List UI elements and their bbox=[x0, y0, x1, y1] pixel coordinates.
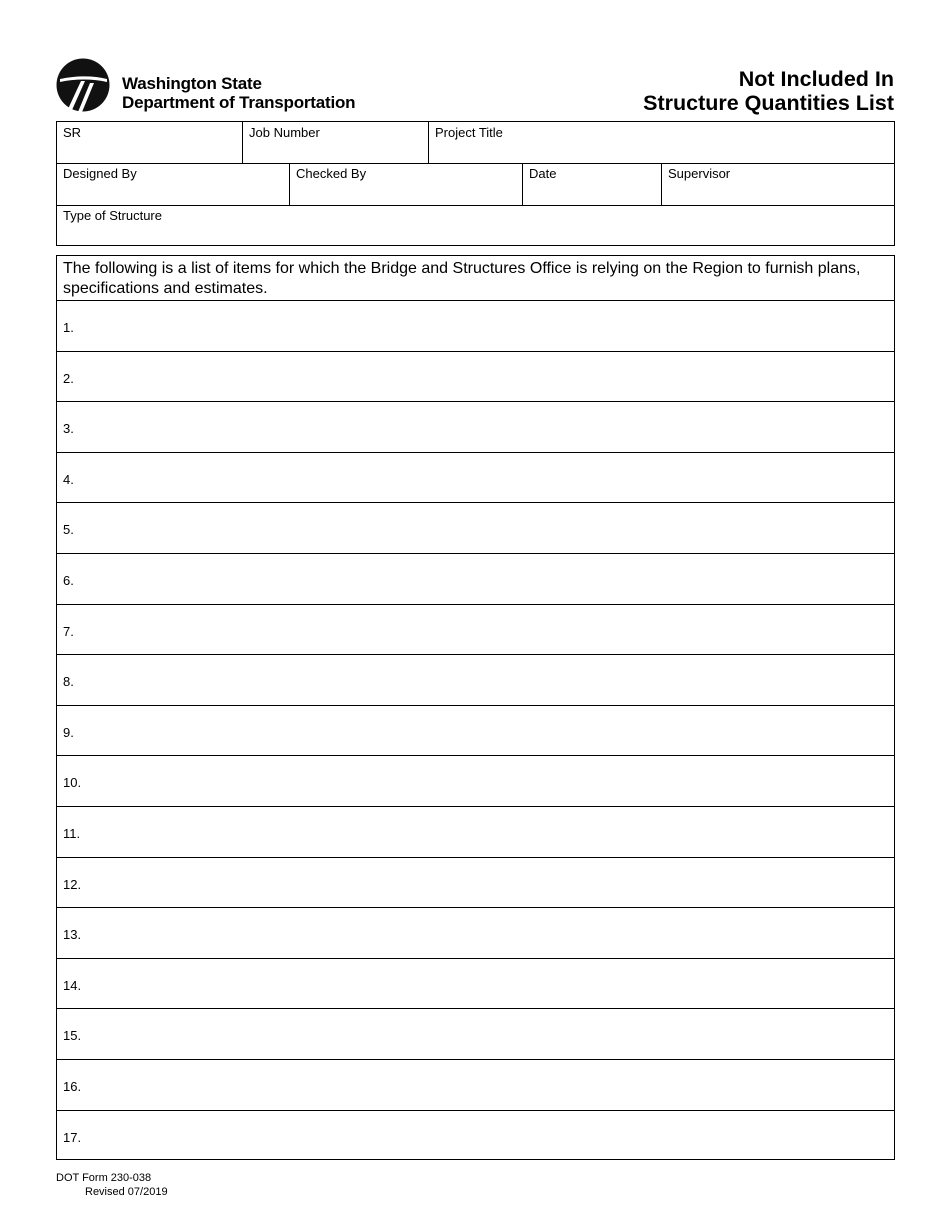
type-of-structure-label: Type of Structure bbox=[63, 208, 162, 223]
list-item-input[interactable] bbox=[91, 467, 886, 489]
header-row-2 bbox=[57, 163, 894, 206]
list-item bbox=[57, 1111, 894, 1162]
project-title-input[interactable] bbox=[435, 142, 888, 160]
list-item bbox=[57, 402, 894, 453]
list-item-number: 4. bbox=[63, 471, 74, 487]
list-item-number: 13. bbox=[63, 927, 82, 943]
list-intro: The following is a list of items for which the Bridge and Structures Office is relying on the Region to furnish plans, specifications and estimates. bbox=[57, 256, 894, 301]
list-item-number: 17. bbox=[63, 1129, 82, 1145]
list-item bbox=[57, 1060, 894, 1111]
checked-by-label: Checked By bbox=[296, 166, 367, 181]
list-item bbox=[57, 453, 894, 504]
job-number-cell bbox=[243, 122, 429, 163]
list-item bbox=[57, 605, 894, 656]
list-item bbox=[57, 352, 894, 403]
checked-by-input[interactable] bbox=[296, 184, 516, 202]
header-fields-table bbox=[56, 121, 895, 246]
wsdot-logo-icon bbox=[56, 57, 110, 113]
type-of-structure-cell bbox=[57, 205, 894, 246]
list-item bbox=[57, 655, 894, 706]
list-item-number: 10. bbox=[63, 775, 82, 791]
list-item-number: 12. bbox=[63, 876, 82, 892]
supervisor-cell bbox=[662, 163, 894, 205]
list-item-input[interactable] bbox=[91, 821, 886, 843]
revision-date: Revised 07/2019 bbox=[85, 1186, 168, 1198]
form-number: DOT Form 230-038 bbox=[56, 1172, 152, 1184]
list-item bbox=[57, 959, 894, 1010]
list-item-input[interactable] bbox=[91, 720, 886, 742]
list-item bbox=[57, 554, 894, 605]
wsdot-logo bbox=[56, 57, 396, 113]
list-item-input[interactable] bbox=[91, 669, 886, 691]
list-item-number: 2. bbox=[63, 370, 74, 386]
org-name-line1: Washington State bbox=[122, 74, 262, 93]
list-item-number: 5. bbox=[63, 522, 74, 538]
list-item bbox=[57, 807, 894, 858]
header-row-1 bbox=[57, 122, 894, 164]
list-item-number: 7. bbox=[63, 623, 74, 639]
list-item-number: 8. bbox=[63, 674, 74, 690]
project-title-cell bbox=[429, 122, 894, 163]
list-item bbox=[57, 301, 894, 352]
list-item-input[interactable] bbox=[91, 1023, 886, 1045]
list-item-number: 11. bbox=[63, 825, 81, 841]
list-item bbox=[57, 706, 894, 757]
list-item-input[interactable] bbox=[91, 1074, 886, 1096]
list-item-number: 9. bbox=[63, 724, 74, 740]
designed-by-input[interactable] bbox=[63, 184, 283, 202]
header-row-3 bbox=[57, 205, 894, 246]
date-input[interactable] bbox=[529, 184, 655, 202]
list-item-number: 6. bbox=[63, 572, 74, 588]
form-title-line2: Structure Quantities List bbox=[643, 91, 894, 115]
list-item bbox=[57, 1009, 894, 1060]
list-item-input[interactable] bbox=[91, 922, 886, 944]
sr-input[interactable] bbox=[63, 142, 236, 160]
org-name-line2: Department of Transportation bbox=[122, 93, 356, 112]
list-item bbox=[57, 858, 894, 909]
job-number-label: Job Number bbox=[249, 125, 320, 140]
project-title-label: Project Title bbox=[435, 125, 503, 140]
supervisor-label: Supervisor bbox=[668, 166, 731, 181]
supervisor-input[interactable] bbox=[668, 184, 888, 202]
list-item-input[interactable] bbox=[91, 973, 886, 995]
list-item-input[interactable] bbox=[91, 568, 886, 590]
list-item-input[interactable] bbox=[91, 366, 886, 388]
list-item-number: 3. bbox=[63, 421, 74, 437]
designed-by-cell bbox=[57, 163, 290, 205]
list-item-number: 16. bbox=[63, 1078, 82, 1094]
form-title bbox=[643, 67, 894, 115]
sr-cell bbox=[57, 122, 243, 163]
form-footer bbox=[56, 1171, 168, 1199]
date-cell bbox=[523, 163, 662, 205]
items-list bbox=[56, 255, 895, 1160]
list-item-number: 14. bbox=[63, 977, 82, 993]
type-of-structure-input[interactable] bbox=[63, 225, 888, 243]
list-item-input[interactable] bbox=[91, 619, 886, 641]
list-item-number: 1. bbox=[63, 320, 74, 335]
list-item-number: 15. bbox=[63, 1028, 82, 1044]
list-item bbox=[57, 756, 894, 807]
form-title-line1: Not Included In bbox=[738, 67, 894, 91]
designed-by-label: Designed By bbox=[63, 166, 137, 181]
job-number-input[interactable] bbox=[249, 142, 422, 160]
list-item bbox=[57, 908, 894, 959]
list-item-input[interactable] bbox=[91, 770, 886, 792]
list-item-input[interactable] bbox=[91, 517, 886, 539]
date-label: Date bbox=[529, 166, 557, 181]
list-item bbox=[57, 503, 894, 554]
list-item-input[interactable] bbox=[91, 1125, 886, 1147]
list-item-input[interactable] bbox=[91, 315, 886, 337]
list-item-input[interactable] bbox=[91, 872, 886, 894]
checked-by-cell bbox=[290, 163, 523, 205]
sr-label: SR bbox=[63, 125, 82, 140]
list-item-input[interactable] bbox=[91, 416, 886, 438]
items-container bbox=[57, 301, 894, 1161]
